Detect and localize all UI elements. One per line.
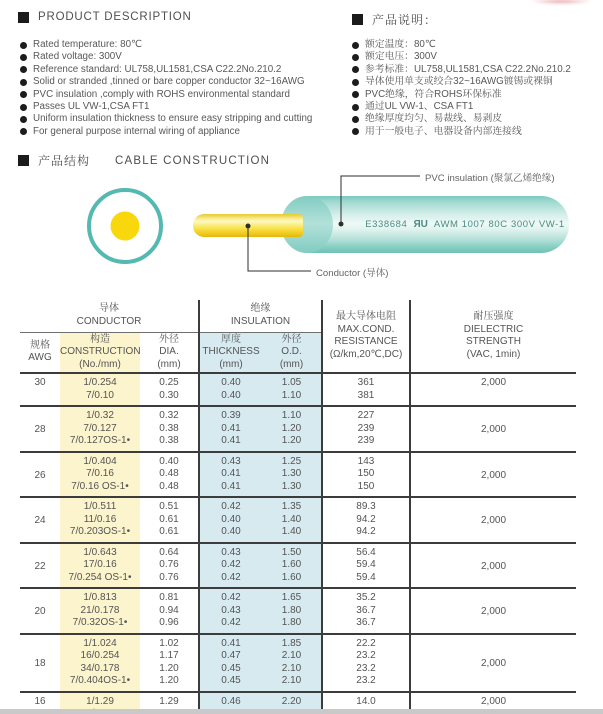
construction-cell: 17/0.16 <box>60 559 140 572</box>
od-cell: 1.60 <box>262 559 322 572</box>
group-header-insulation: 绝缘 INSULATION <box>199 300 322 332</box>
od-cell: 1.50 <box>262 543 322 560</box>
awg-cell: 30 <box>20 373 60 406</box>
description-text: 参考标准：UL758,UL1581,CSA C22.2No.210.2 <box>365 63 571 75</box>
dia-cell: 0.61 <box>140 526 199 543</box>
dia-cell: 1.20 <box>140 663 199 676</box>
dielectric-cell: 2,000 <box>410 543 576 589</box>
od-cell: 2.10 <box>262 650 322 663</box>
dia-cell: 0.76 <box>140 572 199 589</box>
resistance-cell: 381 <box>322 390 410 407</box>
description-text: 通过UL VW-1、CSA FT1 <box>365 100 474 112</box>
construction-cell: 1/0.643 <box>60 543 140 560</box>
conductor-label: Conductor (导体) <box>316 268 389 279</box>
construction-cell: 7/0.127OS-1• <box>60 435 140 452</box>
resistance-cell: 36.7 <box>322 605 410 618</box>
thickness-cell: 0.41 <box>199 481 262 498</box>
construction-cell: 7/0.127 <box>60 423 140 436</box>
od-cell: 1.65 <box>262 588 322 605</box>
leader-lines <box>0 0 603 300</box>
od-cell: 1.85 <box>262 634 322 651</box>
dielectric-cell: 2,000 <box>410 406 576 452</box>
dia-cell: 0.81 <box>140 588 199 605</box>
od-cell: 2.10 <box>262 675 322 692</box>
od-cell: 1.20 <box>262 435 322 452</box>
description-text: Rated voltage: 300V <box>33 51 122 63</box>
thickness-cell: 0.42 <box>199 617 262 634</box>
thickness-cell: 0.45 <box>199 675 262 692</box>
spec-row <box>20 692 576 709</box>
resistance-cell: 227 <box>322 406 410 423</box>
od-cell: 1.60 <box>262 572 322 589</box>
thickness-cell: 0.42 <box>199 572 262 589</box>
ul-recognized-mark-icon: ЯU <box>413 219 428 230</box>
dia-cell: 0.40 <box>140 452 199 469</box>
awg-cell: 22 <box>20 543 60 589</box>
dielectric-cell: 2,000 <box>410 497 576 543</box>
spec-table <box>20 300 576 714</box>
dia-cell: 0.38 <box>140 423 199 436</box>
od-cell: 1.40 <box>262 526 322 543</box>
od-cell: 1.30 <box>262 468 322 481</box>
dia-cell: 0.30 <box>140 390 199 407</box>
thickness-cell: 0.43 <box>199 605 262 618</box>
dia-cell: 0.96 <box>140 617 199 634</box>
dia-cell: 1.29 <box>140 692 199 709</box>
construction-cell: 1/0.404 <box>60 452 140 469</box>
resistance-cell: 22.2 <box>322 634 410 651</box>
thickness-cell: 0.41 <box>199 423 262 436</box>
resistance-cell: 14.0 <box>322 692 410 709</box>
section-title-text: 产品说明： <box>372 13 438 27</box>
dia-cell: 0.32 <box>140 406 199 423</box>
thickness-cell: 0.40 <box>199 514 262 527</box>
dia-cell: 0.38 <box>140 435 199 452</box>
thickness-cell: 0.41 <box>199 435 262 452</box>
spec-row <box>20 588 576 605</box>
construction-cell: 21/0.178 <box>60 605 140 618</box>
thickness-cell: 0.41 <box>199 634 262 651</box>
resistance-cell: 150 <box>322 468 410 481</box>
resistance-cell: 23.2 <box>322 675 410 692</box>
dia-cell: 1.17 <box>140 650 199 663</box>
description-text: 绝缘厚度均匀、易裁线、易剥皮 <box>365 113 503 125</box>
description-text: Reference standard: UL758,UL1581,CSA C22.2No.210.2 <box>33 63 282 75</box>
col-header-od: 外径 O.D. (mm) <box>262 332 322 373</box>
construction-cell: 7/0.203OS-1• <box>60 526 140 543</box>
thickness-cell: 0.41 <box>199 468 262 481</box>
dielectric-cell: 2,000 <box>410 634 576 692</box>
thickness-cell: 0.40 <box>199 526 262 543</box>
spec-row <box>20 373 576 390</box>
description-text: Solid or stranded ,tinned or bare copper conductor 32~16AWG <box>33 76 305 88</box>
construction-cell: 7/0.16 OS-1• <box>60 481 140 498</box>
dielectric-cell: 2,000 <box>410 692 576 714</box>
resistance-cell: 94.2 <box>322 526 410 543</box>
construction-cell: 7/0.16 <box>60 468 140 481</box>
od-cell: 1.30 <box>262 481 322 498</box>
od-cell: 1.10 <box>262 390 322 407</box>
description-text: 导体使用单支或绞合32~16AWG镀锡或裸铜 <box>365 76 553 88</box>
col-header-thickness: 厚度 THICKNESS (mm) <box>199 332 262 373</box>
col-header-dia: 外径 DIA. (mm) <box>140 332 199 373</box>
resistance-cell: 59.4 <box>322 572 410 589</box>
col-header-construction: 构造 CONSTRUCTION (No./mm) <box>60 332 140 373</box>
wire-spec-text: AWM 1007 80C 300V VW-1 <box>433 219 565 230</box>
dia-cell: 1.02 <box>140 634 199 651</box>
section-title-text-cn: 产品结构 <box>38 154 91 168</box>
resistance-cell: 59.4 <box>322 559 410 572</box>
construction-cell: 7/0.404OS-1• <box>60 675 140 692</box>
construction-cell: 1/0.511 <box>60 497 140 514</box>
construction-cell: 34/0.178 <box>60 663 140 676</box>
dia-cell: 0.48 <box>140 468 199 481</box>
awg-cell: 18 <box>20 634 60 692</box>
group-header-conductor: 导体 CONDUCTOR <box>20 300 199 332</box>
thickness-cell: 0.46 <box>199 692 262 709</box>
od-cell: 1.35 <box>262 497 322 514</box>
dia-cell: 0.64 <box>140 543 199 560</box>
description-text: Uniform insulation thickness to ensure easy stripping and cutting <box>33 113 313 125</box>
resistance-cell: 239 <box>322 435 410 452</box>
od-cell: 1.10 <box>262 406 322 423</box>
dielectric-cell: 2,000 <box>410 588 576 634</box>
construction-cell: 1/1.29 <box>60 692 140 709</box>
od-cell: 2.10 <box>262 663 322 676</box>
section-title-text: PRODUCT DESCRIPTION <box>38 11 192 23</box>
thickness-cell: 0.43 <box>199 452 262 469</box>
ul-file-number: E338684 <box>365 219 408 230</box>
thickness-cell: 0.43 <box>199 543 262 560</box>
dia-cell: 1.20 <box>140 675 199 692</box>
thickness-cell: 0.42 <box>199 497 262 514</box>
dia-cell: 0.94 <box>140 605 199 618</box>
od-cell: 1.40 <box>262 514 322 527</box>
thickness-cell: 0.47 <box>199 650 262 663</box>
od-cell: 1.05 <box>262 373 322 390</box>
section-title-text-en: CABLE CONSTRUCTION <box>115 154 271 167</box>
dia-cell: 0.48 <box>140 481 199 498</box>
resistance-cell: 361 <box>322 373 410 390</box>
construction-cell: 1/1.024 <box>60 634 140 651</box>
thickness-cell: 0.42 <box>199 588 262 605</box>
construction-cell: 1/0.254 <box>60 373 140 390</box>
col-header-dielectric: 耐压强度 DIELECTRIC STRENGTH (VAC, 1min) <box>410 300 576 373</box>
resistance-cell: 36.7 <box>322 617 410 634</box>
description-text: For general purpose internal wiring of appliance <box>33 125 240 137</box>
description-text: Rated temperature: 80℃ <box>33 39 143 50</box>
col-header-awg: 规格 AWG <box>20 332 60 373</box>
construction-cell: 1/0.32 <box>60 406 140 423</box>
dia-cell: 0.25 <box>140 373 199 390</box>
awg-cell: 26 <box>20 452 60 498</box>
description-text: 用于一般电子、电器设备内部连接线 <box>365 125 522 137</box>
spec-row <box>20 543 576 560</box>
resistance-cell: 56.4 <box>322 543 410 560</box>
od-cell: 2.20 <box>262 692 322 709</box>
thickness-cell: 0.40 <box>199 390 262 407</box>
od-cell: 1.25 <box>262 452 322 469</box>
dia-cell: 0.61 <box>140 514 199 527</box>
construction-cell: 11/0.16 <box>60 514 140 527</box>
dielectric-cell: 2,000 <box>410 452 576 498</box>
resistance-cell: 150 <box>322 481 410 498</box>
dielectric-cell: 2,000 <box>410 373 576 406</box>
thickness-cell: 0.45 <box>199 663 262 676</box>
awg-cell: 28 <box>20 406 60 452</box>
page-cut-band <box>0 709 603 714</box>
resistance-cell: 143 <box>322 452 410 469</box>
construction-cell: 7/0.32OS-1• <box>60 617 140 634</box>
construction-cell: 1/0.813 <box>60 588 140 605</box>
dia-cell: 0.51 <box>140 497 199 514</box>
resistance-cell: 94.2 <box>322 514 410 527</box>
resistance-cell: 23.2 <box>322 663 410 676</box>
construction-cell: 7/0.254 OS-1• <box>60 572 140 589</box>
dia-cell: 0.76 <box>140 559 199 572</box>
spec-row <box>20 497 576 514</box>
spec-row <box>20 452 576 469</box>
awg-cell: 16 <box>20 692 60 714</box>
description-text: Passes UL VW-1,CSA FT1 <box>33 100 150 112</box>
thickness-cell: 0.42 <box>199 559 262 572</box>
description-text: PVC绝缘，符合ROHS环保标准 <box>365 88 502 100</box>
spec-row <box>20 406 576 423</box>
od-cell: 1.20 <box>262 423 322 436</box>
od-cell: 1.80 <box>262 605 322 618</box>
resistance-cell: 89.3 <box>322 497 410 514</box>
od-cell: 1.80 <box>262 617 322 634</box>
resistance-cell: 23.2 <box>322 650 410 663</box>
construction-cell: 7/0.10 <box>60 390 140 407</box>
description-text: 额定电压：300V <box>365 51 437 63</box>
col-header-resistance: 最大导体电阻 MAX.COND. RESISTANCE (Ω/km,20℃,DC) <box>322 300 410 373</box>
thickness-cell: 0.39 <box>199 406 262 423</box>
thickness-cell: 0.40 <box>199 373 262 390</box>
construction-cell: 16/0.254 <box>60 650 140 663</box>
spec-row <box>20 634 576 651</box>
resistance-cell: 239 <box>322 423 410 436</box>
pvc-insulation-label: PVC insulation (聚氯乙烯绝缘) <box>425 173 555 184</box>
awg-cell: 20 <box>20 588 60 634</box>
resistance-cell: 35.2 <box>322 588 410 605</box>
spec-table-body <box>20 373 576 714</box>
description-text: PVC insulation ,comply with ROHS environmental standard <box>33 88 291 100</box>
description-text: 额定温度：80℃ <box>365 39 436 50</box>
awg-cell: 24 <box>20 497 60 543</box>
